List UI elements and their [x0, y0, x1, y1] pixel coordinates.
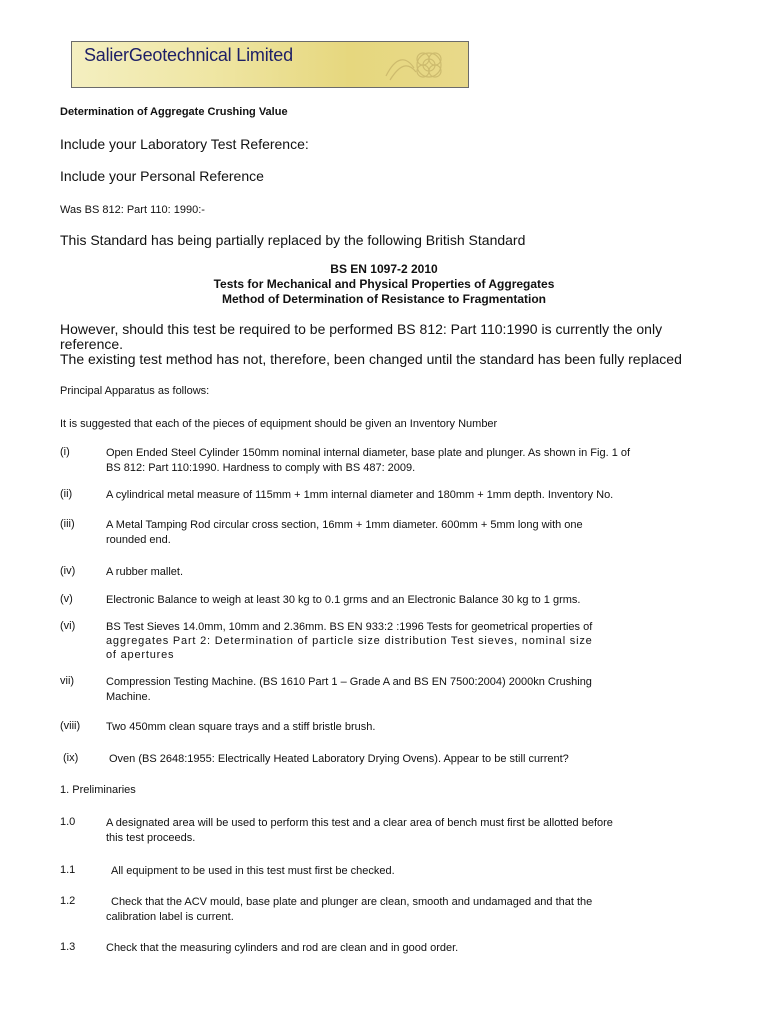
replacement-note: This Standard has being partially replaced by the following British Standard: [60, 232, 526, 248]
list-item-number: 1.1: [60, 864, 76, 876]
list-item-number: (ii): [60, 488, 73, 500]
list-item-line: of apertures: [106, 649, 175, 661]
list-item-number: 1.0: [60, 816, 76, 828]
section-heading-preliminaries: 1. Preliminaries: [60, 784, 136, 796]
list-item-line: BS 812: Part 110:1990. Hardness to comply with BS 487: 2009.: [106, 462, 416, 474]
standard-title: Tests for Mechanical and Physical Properties of Aggregates: [213, 277, 555, 291]
list-item-line: aggregates Part 2: Determination of particle size distribution Test sieves, nominal size: [106, 635, 593, 647]
list-item: [106, 720, 375, 735]
list-item-line: Check that the ACV mould, base plate and plunger are clean, smooth and undamaged and that the: [111, 896, 593, 908]
list-item-line: A Metal Tamping Rod circular cross section, 16mm + 1mm diameter. 600mm + 5mm long with one: [106, 519, 583, 531]
list-item-number: (iii): [60, 518, 75, 530]
list-item: [109, 752, 569, 767]
list-item: [106, 816, 613, 846]
standard-method: Method of Determination of Resistance to Fragmentation: [221, 292, 547, 306]
list-item-number: (ix): [63, 752, 79, 764]
company-logo-icon: [384, 46, 454, 84]
list-item: [106, 941, 458, 956]
personal-reference-prompt: Include your Personal Reference: [60, 168, 264, 184]
list-item-line: this test proceeds.: [106, 832, 196, 844]
list-item-number: vii): [60, 675, 75, 687]
list-item-line: A rubber mallet.: [106, 566, 184, 578]
however-line-1: However, should this test be required to be performed BS 812: Part 110:1990 is currently the only: [60, 321, 663, 337]
inventory-note: It is suggested that each of the pieces of equipment should be given an Inventory Number: [60, 418, 498, 430]
list-item: [106, 446, 630, 476]
list-item: [106, 565, 183, 580]
list-item: [106, 488, 613, 503]
list-item-line: rounded end.: [106, 534, 171, 546]
list-item-number: (iv): [60, 565, 76, 577]
however-line-2: reference.: [60, 336, 124, 352]
list-item-line: Oven (BS 2648:1955: Electrically Heated Laboratory Drying Ovens). Appear to be still current?: [109, 753, 569, 765]
company-name: SalierGeotechnical Limited: [84, 45, 293, 65]
list-item-number: (vi): [60, 620, 76, 632]
list-item-line: A designated area will be used to perform this test and a clear area of bench must first be allotted before: [106, 817, 613, 829]
list-item: [111, 864, 395, 879]
list-item-number: (i): [60, 446, 70, 458]
list-item: [106, 620, 593, 662]
list-item-line: Check that the measuring cylinders and rod are clean and in good order.: [106, 942, 459, 954]
apparatus-intro: Principal Apparatus as follows:: [60, 385, 210, 397]
former-standard: Was BS 812: Part 110: 1990:-: [60, 204, 205, 216]
standard-code: BS EN 1097-2 2010: [330, 262, 438, 276]
list-item-line: calibration label is current.: [106, 911, 234, 923]
list-item-number: (viii): [60, 720, 81, 732]
list-item-number: (v): [60, 593, 73, 605]
list-item-number: 1.3: [60, 941, 76, 953]
list-item-line: Open Ended Steel Cylinder 150mm nominal internal diameter, base plate and plunger. As shown in Fig. 1 of: [106, 447, 631, 459]
list-item: [106, 593, 580, 608]
list-item: [106, 675, 592, 705]
list-item-line: All equipment to be used in this test must first be checked.: [111, 865, 395, 877]
however-line-3: The existing test method has not, therefore, been changed until the standard has been fully replaced: [60, 351, 682, 367]
list-item-line: Two 450mm clean square trays and a stiff bristle brush.: [106, 721, 376, 733]
list-item: [106, 895, 592, 925]
list-item-number: 1.2: [60, 895, 76, 907]
list-item-line: Machine.: [106, 691, 151, 703]
list-item-line: A cylindrical metal measure of 115mm + 1mm internal diameter and 180mm + 1mm depth. Inventory No.: [106, 489, 614, 501]
list-item-line: Compression Testing Machine. (BS 1610 Part 1 – Grade A and BS EN 7500:2004) 2000kn Crushing: [106, 676, 592, 688]
document-title: Determination of Aggregate Crushing Value: [60, 106, 288, 118]
lab-reference-prompt: Include your Laboratory Test Reference:: [60, 136, 309, 152]
list-item-line: Electronic Balance to weigh at least 30 kg to 0.1 grms and an Electronic Balance 30 kg to 1 grms.: [106, 594, 581, 606]
list-item: [106, 518, 583, 548]
list-item-line: BS Test Sieves 14.0mm, 10mm and 2.36mm. BS EN 933:2 :1996 Tests for geometrical properties of: [106, 621, 593, 633]
company-banner: [71, 41, 469, 88]
